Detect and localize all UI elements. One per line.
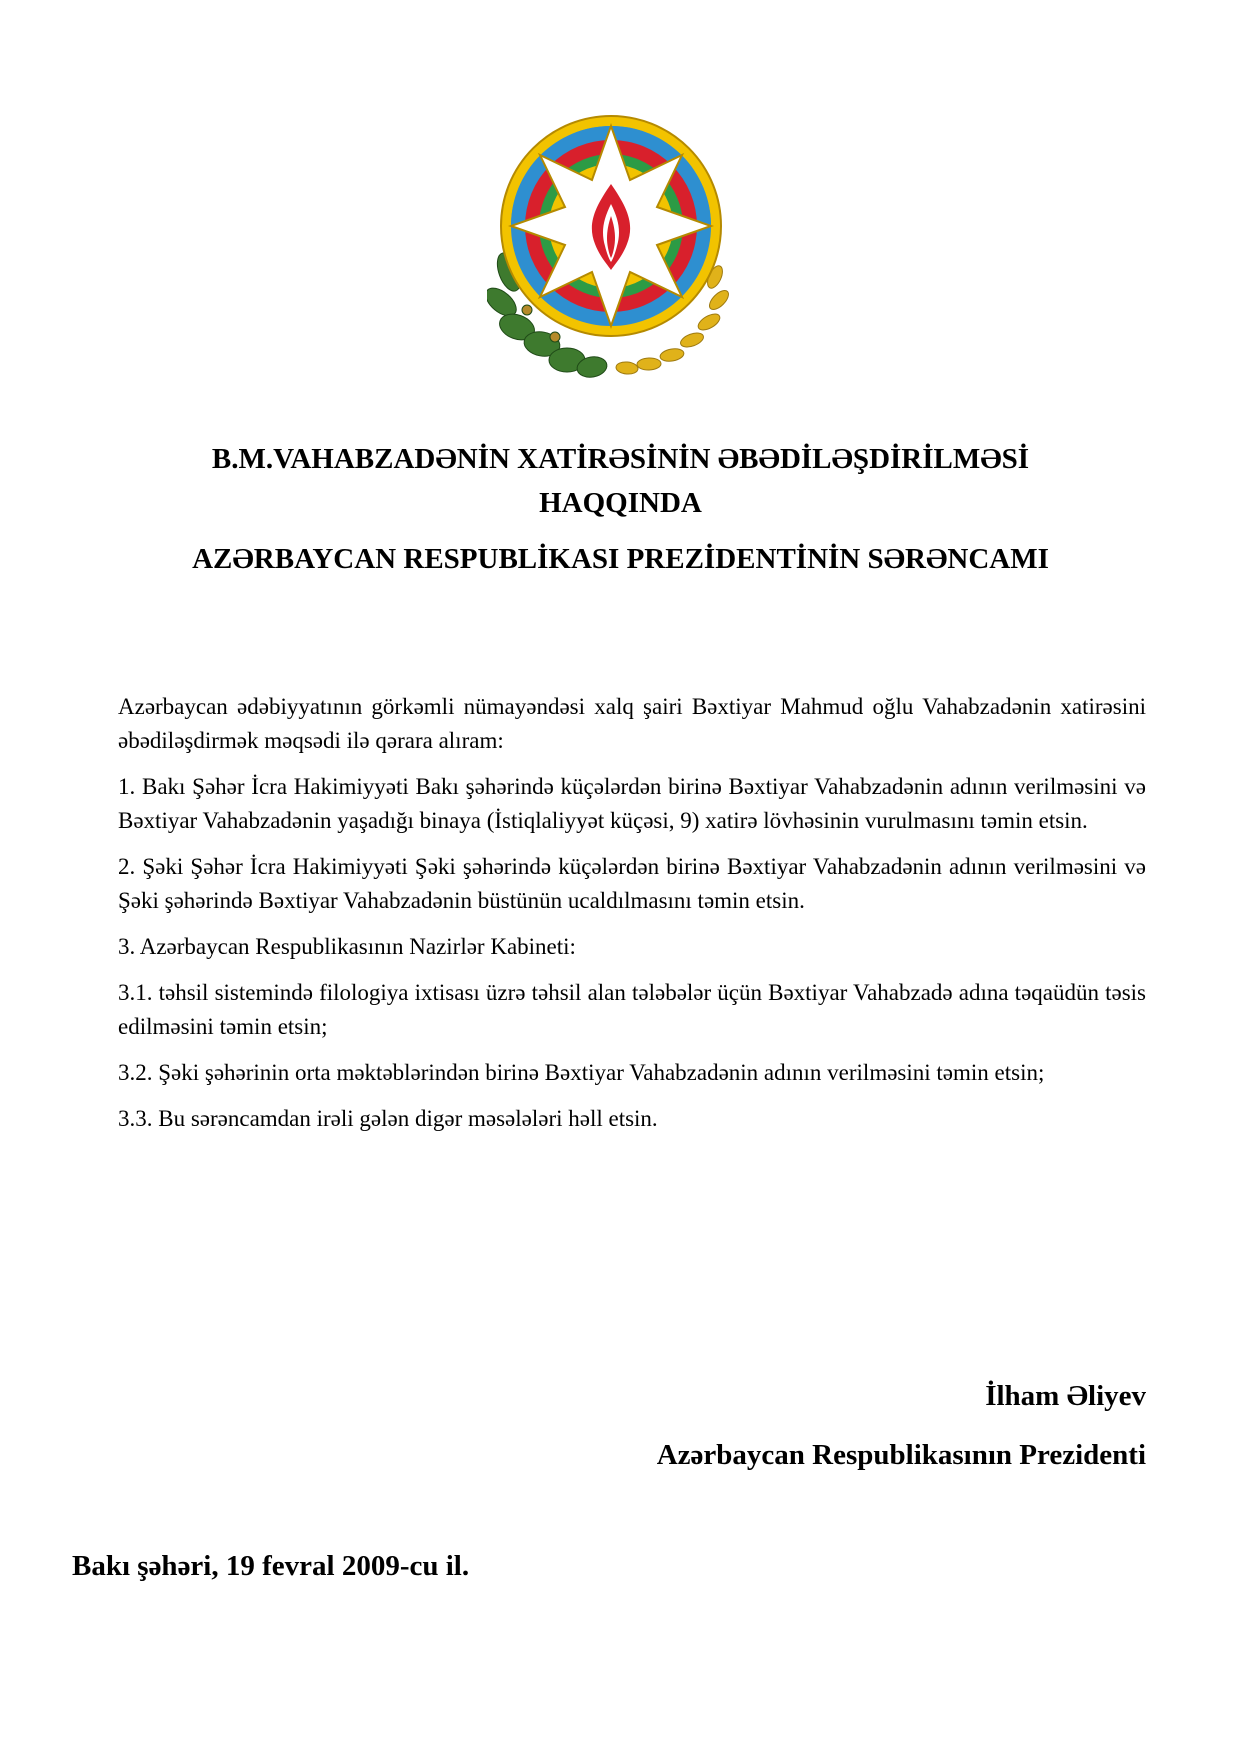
title-line-1: B.M.VAHABZADƏNİN XATİRƏSİNİN ƏBƏDİLƏŞDİRİLMƏSİ [211, 443, 1030, 475]
title-line-2: HAQQINDA [539, 487, 702, 519]
document-subtitle: AZƏRBAYCAN RESPUBLİKASI PREZİDENTİNİN SƏRƏNCAMI [192, 543, 1049, 575]
state-emblem-icon [487, 112, 735, 382]
place-and-date: Bakı şəhəri, 19 fevral 2009-cu il. [72, 1550, 470, 1582]
paragraph-item-3: 3. Azərbaycan Respublikasının Nazirlər Kabineti: [118, 934, 576, 959]
signature-name: İlham Əliyev [985, 1380, 1146, 1412]
paragraph-item-2: 2. Şəki Şəhər İcra Hakimiyyəti Şəki şəhərində küçələrdən birinə Bəxtiyar Vahabzadənin adının verilməsini və Şəki şəhərində Bəxtiyar Vahabzadənin büstünün ucaldılmasını təmin etsin. [118, 854, 1146, 913]
document-body [118, 690, 1146, 1148]
paragraph-item-3-1: 3.1. təhsil sistemində filologiya ixtisası üzrə təhsil alan tələbələr üçün Bəxtiyar Vahabzadə adına təqaüdün təsis edilməsini təmin etsin; [118, 980, 1146, 1039]
paragraph-intro: Azərbaycan ədəbiyyatının görkəmli nümayəndəsi xalq şairi Bəxtiyar Mahmud oğlu Vahabzadənin xatirəsini əbədiləşdirmək məqsədi ilə qərara alıram: [118, 694, 1146, 753]
paragraph-item-3-3: 3.3. Bu sərəncamdan irəli gələn digər məsələləri həll etsin. [118, 1106, 658, 1131]
signature-title: Azərbaycan Respublikasının Prezidenti [656, 1439, 1146, 1471]
paragraph-item-1: 1. Bakı Şəhər İcra Hakimiyyəti Bakı şəhərində küçələrdən birinə Bəxtiyar Vahabzadənin adının verilməsini və Bəxtiyar Vahabzadənin yaşadığı binaya (İstiqlaliyyət küçəsi, 9) xatirə lövhəsinin vurulmasını təmin etsin. [118, 774, 1146, 833]
document-title [90, 437, 1151, 525]
paragraph-item-3-2: 3.2. Şəki şəhərinin orta məktəblərindən birinə Bəxtiyar Vahabzadənin adının verilməsini təmin etsin; [118, 1060, 1045, 1085]
